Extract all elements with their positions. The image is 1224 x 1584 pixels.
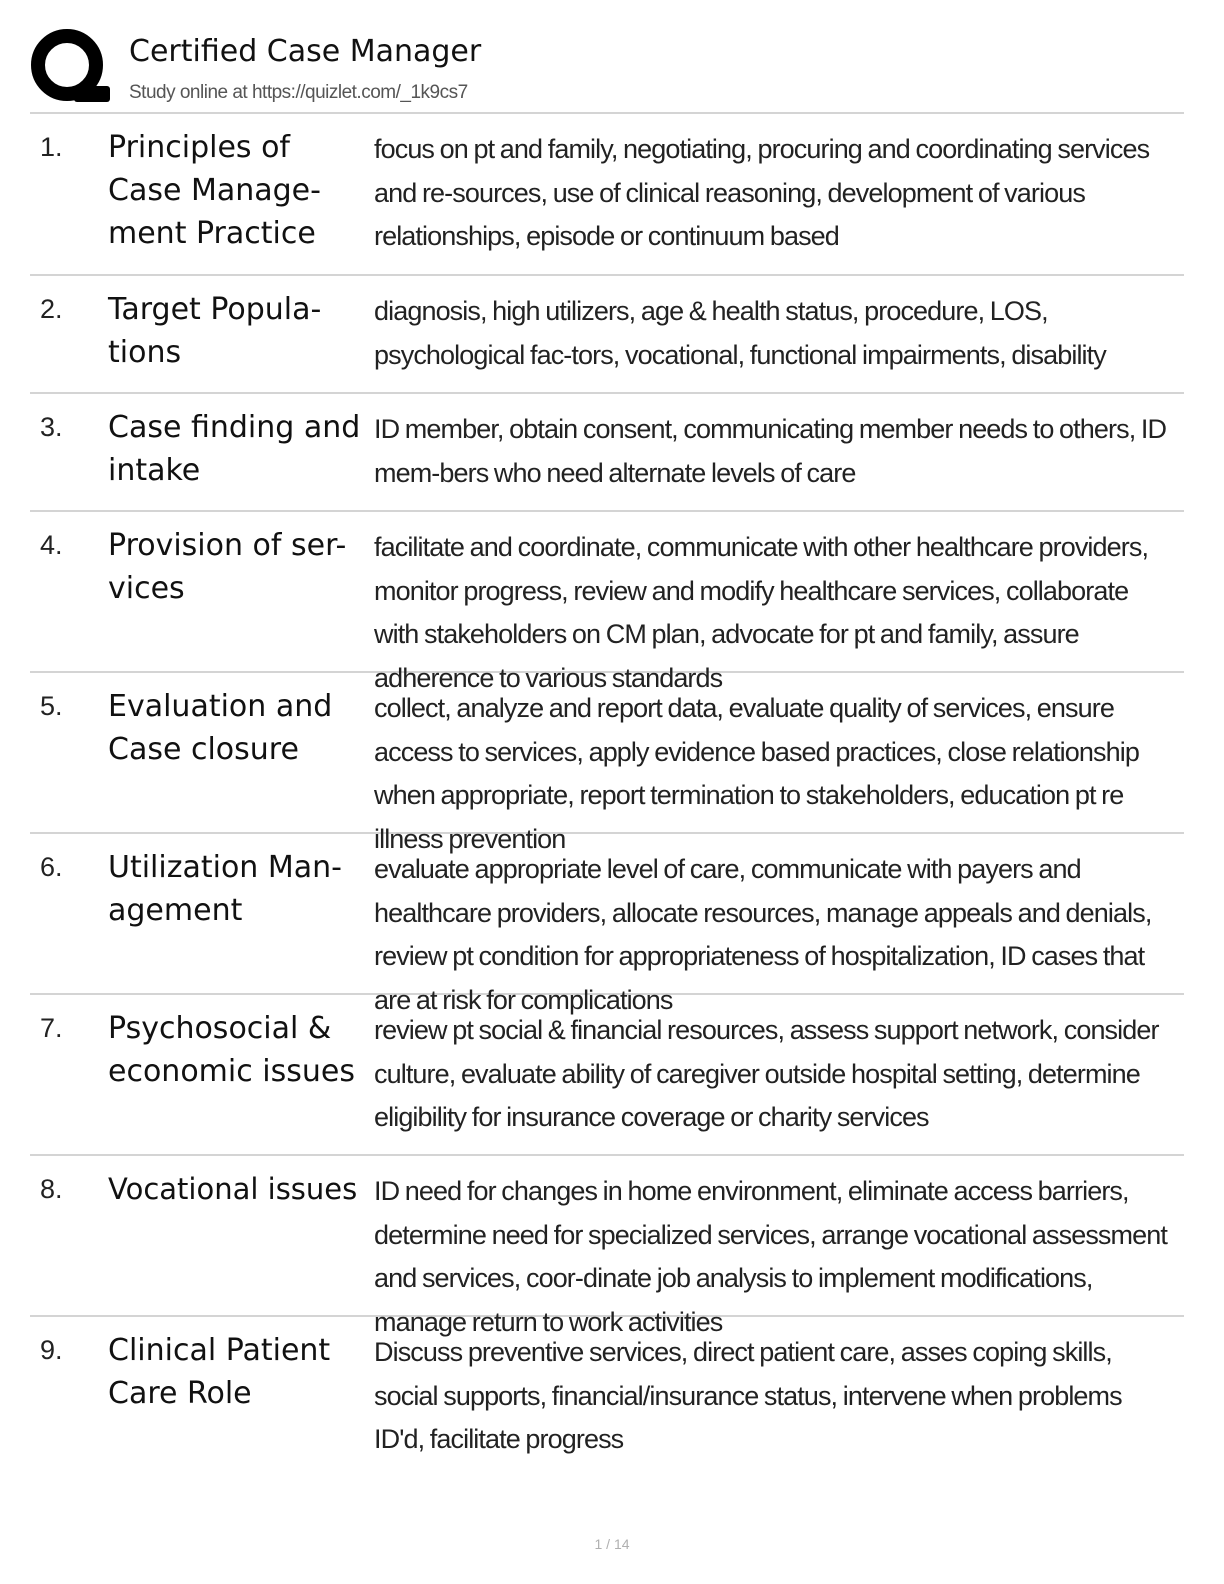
card-number: 6. xyxy=(40,852,63,882)
card-term: Evaluation and Case closure xyxy=(108,689,333,767)
flashcard-row xyxy=(30,995,1184,1156)
flashcard-row xyxy=(30,1156,1184,1337)
page-indicator: 1 / 14 xyxy=(594,1536,630,1552)
flashcard-row xyxy=(30,673,1184,854)
card-number: 7. xyxy=(40,1013,63,1043)
card-term: Target Popula-tions xyxy=(108,292,322,370)
card-number: 3. xyxy=(40,412,63,442)
card-number: 5. xyxy=(40,691,63,721)
card-term: Clinical Patient Care Role xyxy=(108,1333,331,1411)
card-number: 9. xyxy=(40,1335,63,1365)
card-number: 1. xyxy=(40,132,63,162)
flashcard-row xyxy=(30,394,1184,512)
card-definition: diagnosis, high utilizers, age & health status, procedure, LOS, psychological fac-tors, vocational, functional impairments, disability xyxy=(374,296,1106,370)
card-definition: focus on pt and family, negotiating, procuring and coordinating services and re-sources, use of clinical reasoning, development of various relationships, episode or continuum based xyxy=(374,134,1150,251)
card-term: Case finding and intake xyxy=(108,410,361,488)
flashcard-row xyxy=(30,1317,1184,1454)
card-number: 4. xyxy=(40,530,63,560)
card-definition: evaluate appropriate level of care, communicate with payers and healthcare providers, allocate resources, manage appeals and denials, review pt condition for appropriateness of hospitalization, ID cases that are at risk for complications xyxy=(374,854,1152,1015)
card-number: 2. xyxy=(40,294,63,324)
flashcard-row xyxy=(30,834,1184,1015)
card-term: Vocational issues xyxy=(108,1172,358,1206)
card-definition: collect, analyze and report data, evaluate quality of services, ensure access to services, apply evidence based practices, close relationship when appropriate, report termination to stakeholders, education pt re illness prevention xyxy=(374,693,1139,854)
card-term: Psychosocial & economic issues xyxy=(108,1011,355,1089)
card-definition: ID member, obtain consent, communicating member needs to others, ID mem-bers who need alternate levels of care xyxy=(374,414,1167,488)
set-title: Certified Case Manager xyxy=(129,34,482,69)
flashcard-row xyxy=(30,276,1184,394)
quizlet-logo-icon xyxy=(30,28,110,108)
card-definition: ID need for changes in home environment, eliminate access barriers, determine need for specialized services, arrange vocational assessment and services, coor-dinate job analysis to implement modifications, manage return to work activities xyxy=(374,1176,1167,1337)
flashcard-row xyxy=(30,114,1184,276)
card-term: Utilization Man-agement xyxy=(108,850,342,928)
study-online-link[interactable]: Study online at https://quizlet.com/_1k9cs7 xyxy=(129,82,468,103)
card-term: Principles of Case Manage-ment Practice xyxy=(108,130,321,251)
card-definition: Discuss preventive services, direct patient care, asses coping skills, social supports, financial/insurance status, intervene when problems ID'd, facilitate progress xyxy=(374,1337,1122,1454)
card-definition: facilitate and coordinate, communicate with other healthcare providers, monitor progress, review and modify healthcare services, collaborate with stakeholders on CM plan, advocate for pt and family, assure adherence to various standards xyxy=(374,532,1149,693)
flashcard-row xyxy=(30,512,1184,693)
card-term: Provision of ser-vices xyxy=(108,528,347,606)
card-definition: review pt social & financial resources, assess support network, consider culture, evaluate ability of caregiver outside hospital setting, determine eligibility for insurance coverage or charity services xyxy=(374,1015,1159,1132)
card-number: 8. xyxy=(40,1174,63,1204)
document-header xyxy=(30,28,1184,114)
